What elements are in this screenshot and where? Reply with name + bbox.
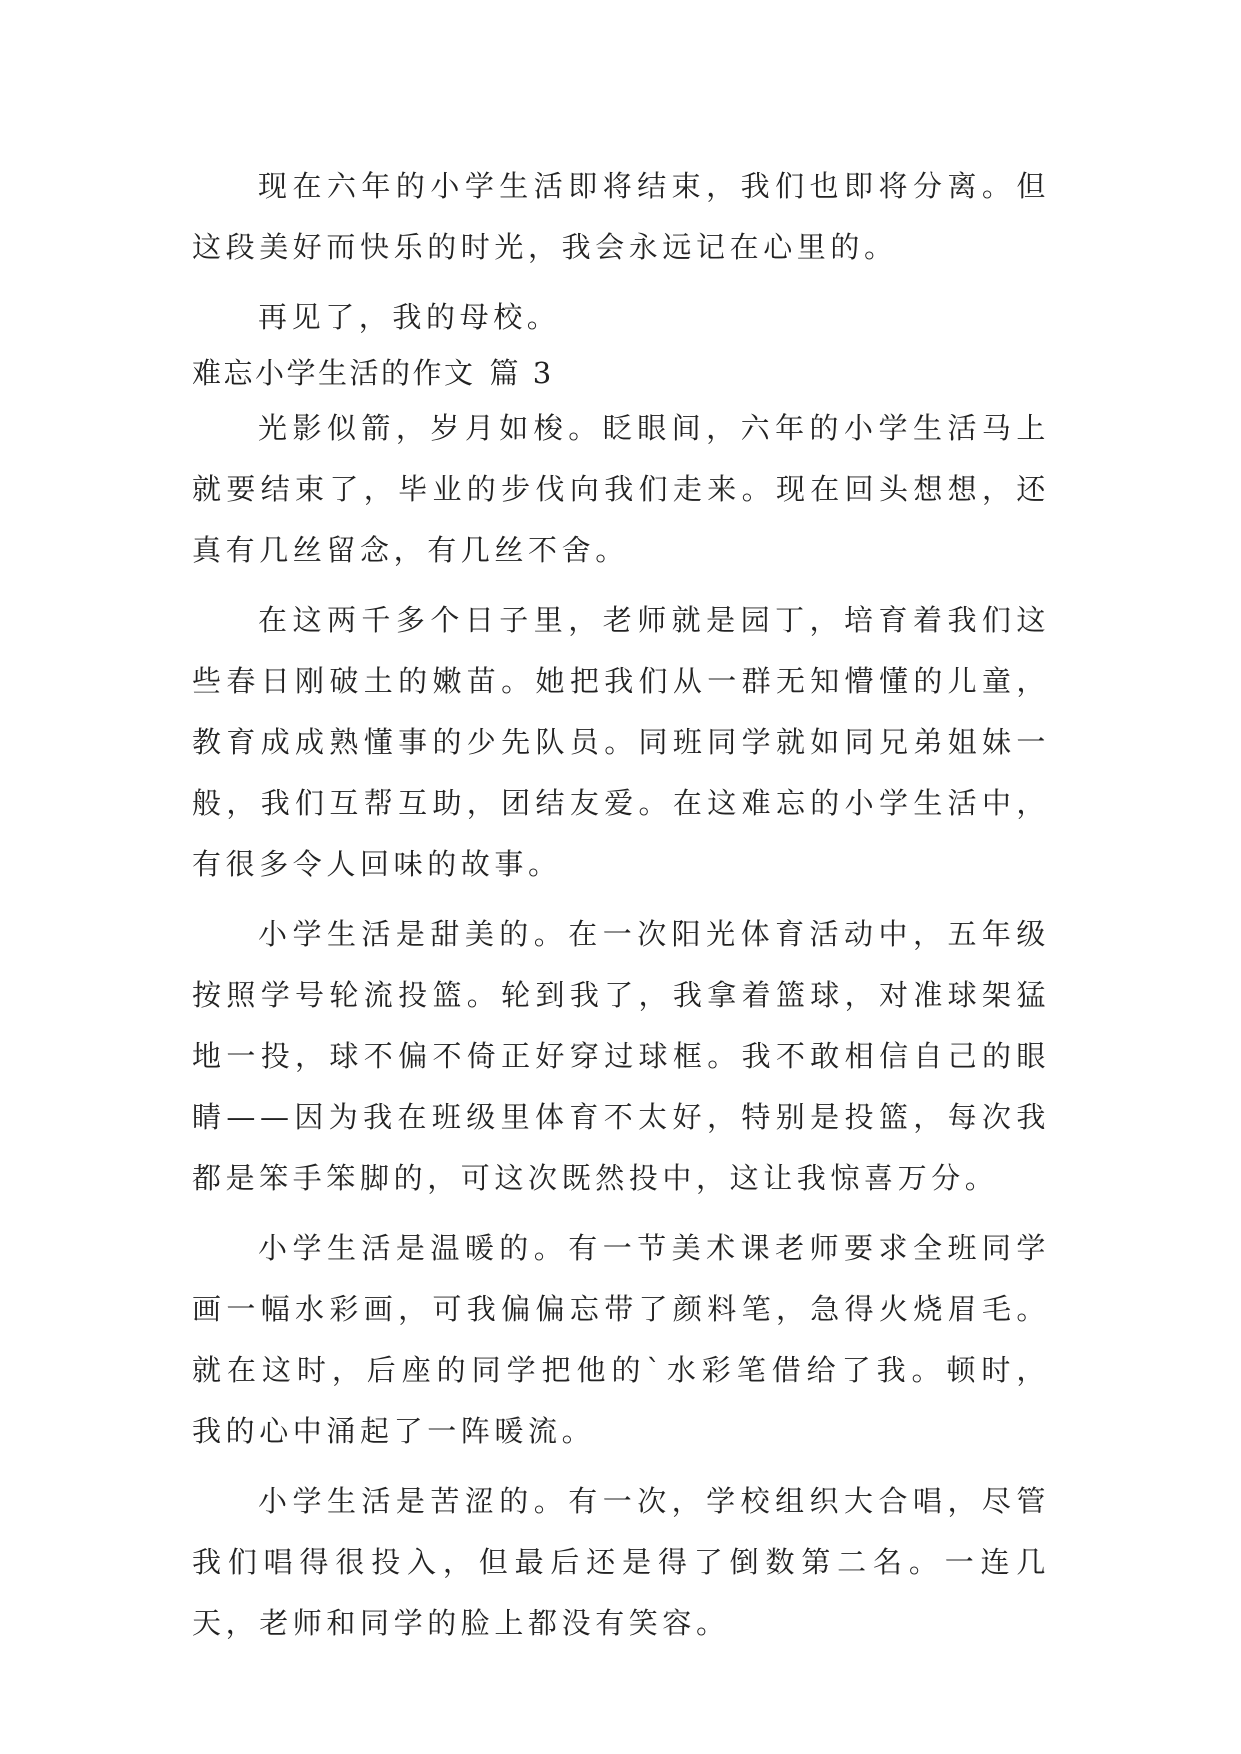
paragraph: 现在六年的小学生活即将结束，我们也即将分离。但这段美好而快乐的时光，我会永远记在心里的。 [192,169,1050,264]
paragraph: 小学生活是苦涩的。有一次，学校组织大合唱，尽管我们唱得很投入，但最后还是得了倒数第二名。一连几天，老师和同学的脸上都没有笑容。 [192,1484,1050,1640]
section-number: 篇 3 [489,356,554,390]
paragraph: 小学生活是甜美的。在一次阳光体育活动中，五年级按照学号轮流投篮。轮到我了，我拿着篮球，对准球架猛地一投，球不偏不倚正好穿过球框。我不敢相信自己的眼睛——因为我在班级里体育不太好，特别是投篮，每次我都是笨手笨脚的，可这次既然投中，这让我惊喜万分。 [192,917,1050,1195]
section-title: 难忘小学生活的作文 [192,356,476,390]
paragraph: 在这两千多个日子里，老师就是园丁，培育着我们这些春日刚破土的嫩苗。她把我们从一群无知懵懂的儿童，教育成成熟懂事的少先队员。同班同学就如同兄弟姐妹一般，我们互帮互助，团结友爱。在这难忘的小学生活中，有很多令人回味的故事。 [192,603,1050,881]
paragraph: 光影似箭，岁月如梭。眨眼间，六年的小学生活马上就要结束了，毕业的步伐向我们走来。现在回头想想，还真有几丝留念，有几丝不舍。 [192,411,1050,567]
section-heading [192,348,1050,398]
paragraph: 再见了，我的母校。 [258,300,561,334]
document-page [192,156,1050,1654]
paragraph: 小学生活是温暖的。有一节美术课老师要求全班同学画一幅水彩画，可我偏偏忘带了颜料笔，急得火烧眉毛。就在这时，后座的同学把他的`水彩笔借给了我。顿时，我的心中涌起了一阵暖流。 [192,1231,1050,1448]
